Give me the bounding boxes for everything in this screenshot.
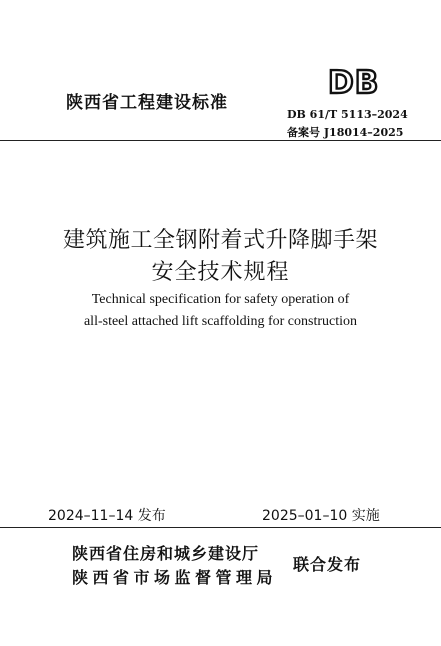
bottom-divider: [0, 527, 441, 528]
standard-series-label: 陕西省工程建设标准: [66, 93, 228, 113]
title-zh-line1: 建筑施工全钢附着式升降脚手架: [62, 228, 378, 253]
record-number: 备案号 J18014–2025: [287, 126, 404, 139]
title-en-line2: all-steel attached lift scaffolding for construction: [83, 314, 358, 329]
standard-code: DB 61/T 5113–2024: [287, 108, 408, 121]
publisher-org-1: 陕西省住房和城乡建设厅: [72, 544, 260, 563]
title-zh-line2: 安全技术规程: [151, 260, 290, 285]
joint-release-label: 联合发布: [293, 555, 362, 574]
db-logo-text: DB: [328, 66, 380, 96]
db-logo: [328, 66, 392, 96]
top-divider: [0, 140, 441, 141]
publisher-org-2: 陕西省市场监督管理局: [72, 568, 278, 587]
issue-date: 2024–11–14 发布: [48, 508, 166, 524]
title-en-line1: Technical specification for safety operation of: [91, 292, 350, 307]
implement-date: 2025–01–10 实施: [262, 508, 380, 524]
